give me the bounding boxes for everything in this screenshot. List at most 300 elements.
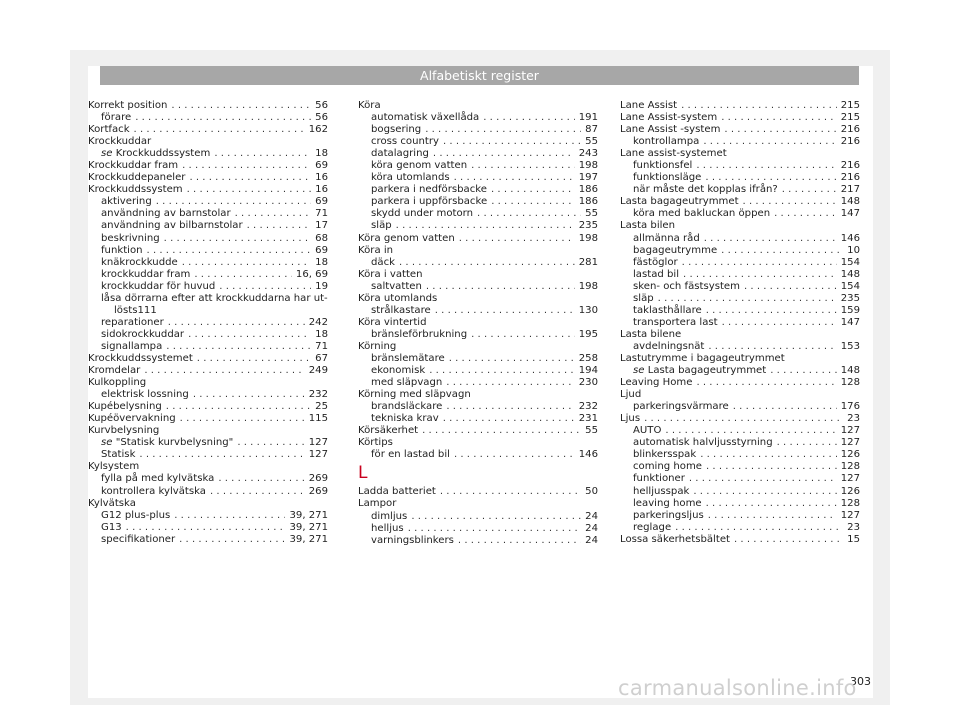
index-heading: Kylvätska	[88, 497, 136, 509]
index-entry-page: 126	[840, 449, 860, 461]
index-entry-text: sidokrockkuddar	[101, 328, 185, 340]
page-number: 303	[850, 675, 871, 688]
index-entry-text: användning av barnstolar	[101, 208, 231, 220]
index-entry-text: G12 plus-plus	[101, 509, 171, 521]
index-entry-text: automatisk växellåda	[371, 112, 480, 124]
index-column-2	[358, 100, 598, 547]
index-entry-page: 71	[315, 208, 328, 220]
index-entry-text: se "Statisk kurvbelysning"	[101, 437, 234, 449]
index-entry-page: 235	[578, 220, 598, 232]
index-entry-page: 69	[315, 160, 328, 172]
index-entry	[620, 473, 860, 485]
index-heading: Lane assist-systemet	[620, 148, 727, 160]
index-entry-page: 115	[308, 413, 328, 425]
index-entry-page: 215	[840, 100, 860, 111]
index-entry-page: 39, 271	[289, 521, 328, 533]
index-entry-page: 127	[840, 425, 860, 437]
index-column-3	[620, 100, 860, 546]
index-entry-text: Lossa säkerhetsbältet	[620, 533, 730, 545]
dot-leader	[189, 172, 311, 184]
index-entry-text: krockkuddar för huvud	[101, 280, 216, 292]
index-entry	[88, 112, 328, 124]
index-entry-text: Körsäkerhet	[358, 425, 419, 437]
index-heading: Lasta bilene	[620, 328, 682, 340]
index-heading: Köra in	[358, 244, 394, 256]
index-entry-text: fästöglor	[633, 256, 678, 268]
index-entry-text: krockkuddar fram	[101, 268, 191, 280]
index-entry	[620, 425, 860, 437]
index-entry	[88, 449, 328, 461]
dot-leader	[425, 124, 581, 136]
index-entry	[358, 401, 598, 413]
index-entry-page: 216	[840, 124, 860, 136]
index-entry	[88, 184, 328, 196]
index-entry	[358, 257, 598, 269]
dot-leader	[491, 196, 575, 208]
dot-leader	[188, 329, 311, 341]
dot-leader	[471, 160, 575, 172]
index-entry-text: funktion	[101, 244, 143, 256]
index-entry-page: 216	[840, 160, 860, 172]
index-entry-page: 231	[578, 413, 598, 425]
index-entry	[88, 401, 328, 413]
dot-leader	[696, 160, 836, 172]
dot-leader	[247, 220, 312, 232]
index-entry	[358, 233, 598, 245]
index-entry-text: specifikationer	[101, 533, 176, 545]
index-entry-page: 17	[315, 220, 328, 232]
index-entry-text: saltvatten	[371, 280, 422, 292]
index-entry-page: 130	[578, 304, 598, 316]
index-entry-page: 24	[585, 522, 598, 534]
index-entry-text: skydd under motorn	[371, 208, 474, 220]
index-entry-text: ekonomisk	[371, 365, 426, 377]
index-entry-page: 111	[137, 304, 157, 316]
dot-leader	[164, 233, 311, 245]
index-entry-text: brandsläckare	[371, 401, 443, 413]
index-entry-page: 147	[840, 208, 860, 220]
index-entry-text: beskrivning	[101, 232, 160, 244]
index-entry-text: fylla på med kylvätska	[101, 473, 215, 485]
index-entry-page: 55	[585, 208, 598, 220]
dot-leader	[491, 184, 575, 196]
index-heading: Körning med släpvagn	[358, 389, 471, 401]
index-heading: Körtips	[358, 437, 393, 449]
index-entry-text: dimljus	[371, 510, 408, 522]
index-entry-text: parkeringsljus	[633, 509, 704, 521]
dot-leader	[782, 184, 837, 196]
index-entry-text: elektrisk lossning	[101, 389, 189, 401]
index-entry-text: knäkrockkudde	[101, 256, 178, 268]
index-entry-page: 186	[578, 196, 598, 208]
dot-leader	[180, 413, 305, 425]
index-entry-text: varningsblinkers	[371, 534, 454, 546]
dot-leader	[721, 245, 843, 257]
index-entry-page: 258	[578, 352, 598, 364]
index-entry-page: 186	[578, 184, 598, 196]
dot-leader	[644, 413, 843, 425]
index-entry	[620, 365, 860, 377]
index-entry-text: lastad bil	[633, 268, 680, 280]
index-entry	[358, 172, 598, 184]
index-entry	[358, 281, 598, 293]
index-entry-page: 128	[840, 461, 860, 473]
index-entry	[358, 220, 598, 232]
dot-leader	[144, 365, 304, 377]
index-entry-text: Krockkuddepaneler	[88, 172, 186, 184]
index-entry	[358, 353, 598, 365]
index-entry	[620, 377, 860, 389]
index-entry	[88, 522, 328, 534]
dot-leader	[733, 401, 837, 413]
dot-leader	[171, 100, 311, 112]
dot-leader	[396, 220, 575, 232]
dot-leader	[443, 413, 575, 425]
index-entry-page: 230	[578, 377, 598, 389]
index-entry-text: Krockkuddssystem	[88, 184, 183, 196]
index-entry	[620, 437, 860, 449]
index-entry-text: strålkastare	[371, 304, 431, 316]
index-entry-text: helljusspak	[633, 485, 690, 497]
index-entry-text: släp	[371, 220, 392, 232]
index-entry-page: 216	[840, 172, 860, 184]
index-entry	[620, 208, 860, 220]
index-entry	[620, 510, 860, 522]
index-heading: Kylsystem	[88, 461, 140, 473]
index-entry-text: AUTO	[633, 425, 662, 437]
index-heading: Lastutrymme i bagageutrymmet	[620, 352, 785, 364]
dot-leader	[446, 377, 574, 389]
index-entry-page: 162	[308, 124, 328, 136]
index-entry-page: 69	[315, 244, 328, 256]
index-entry	[358, 535, 598, 547]
index-entry-page: 16	[315, 184, 328, 196]
dot-leader	[722, 317, 837, 329]
dot-leader	[700, 449, 837, 461]
index-entry-text: leaving home	[633, 497, 702, 509]
index-entry	[88, 257, 328, 269]
index-entry	[88, 220, 328, 232]
index-entry-page: 154	[840, 256, 860, 268]
index-entry-text: taklasthållare	[633, 304, 702, 316]
index-entry	[88, 148, 328, 160]
index-entry	[88, 510, 328, 522]
index-heading: Köra i vatten	[358, 268, 423, 280]
dot-leader	[689, 473, 837, 485]
index-entry-page: 269	[308, 473, 328, 485]
index-entry	[358, 523, 598, 535]
dot-leader	[454, 172, 575, 184]
index-entry	[88, 100, 328, 112]
index-entry-page: 69	[315, 196, 328, 208]
index-entry-text: Kupébelysning	[88, 401, 162, 413]
index-entry-text: se Krockkuddssystem	[101, 148, 211, 160]
index-entry	[620, 498, 860, 510]
dot-leader	[440, 486, 581, 498]
index-entry-text: parkera i nedförsbacke	[371, 184, 487, 196]
dot-leader	[237, 437, 304, 449]
index-entry-text: helljus	[371, 522, 404, 534]
index-entry-page: 68	[315, 232, 328, 244]
index-entry	[620, 136, 860, 148]
dot-leader	[179, 534, 285, 546]
index-entry-page: 232	[308, 389, 328, 401]
index-entry-page: 128	[840, 377, 860, 389]
index-entry	[620, 461, 860, 473]
index-heading: Ljud	[620, 389, 642, 401]
index-entry-page: 18	[315, 328, 328, 340]
index-entry-page: 126	[840, 485, 860, 497]
index-entry	[620, 257, 860, 269]
index-entry	[358, 377, 598, 389]
dot-leader	[704, 233, 837, 245]
index-entry	[620, 293, 860, 305]
index-heading: Kulkoppling	[88, 377, 147, 389]
dot-leader	[693, 486, 836, 498]
index-entry-page: 216	[840, 136, 860, 148]
dot-leader	[139, 449, 304, 461]
index-entry-text: cross country	[371, 136, 439, 148]
index-entry-page: 127	[840, 437, 860, 449]
index-heading: Krockkuddar	[88, 136, 152, 148]
index-entry-text: signallampa	[101, 340, 163, 352]
index-entry-text: Kupéövervakning	[88, 413, 176, 425]
index-entry-text: Ladda batteriet	[358, 486, 436, 498]
index-entry-text: bogsering	[371, 124, 422, 136]
index-entry-page: 127	[308, 437, 328, 449]
index-entry-page: 269	[308, 485, 328, 497]
dot-leader	[399, 257, 575, 269]
index-entry-page: 24	[585, 510, 598, 522]
index-entry	[88, 208, 328, 220]
index-entry	[620, 449, 860, 461]
index-entry-page: 23	[847, 413, 860, 425]
index-entry-text: för en lastad bil	[371, 449, 450, 461]
dot-leader	[193, 389, 305, 401]
index-entry-text: automatisk halvljusstyrning	[633, 437, 773, 449]
dot-leader	[743, 196, 837, 208]
index-entry-text: funktionsfel	[633, 160, 693, 172]
index-entry	[358, 124, 598, 136]
index-entry	[358, 511, 598, 523]
index-entry-text: Kromdelar	[88, 365, 141, 377]
index-entry-text: förare	[101, 112, 132, 124]
index-entry-text: blinkersspak	[633, 449, 697, 461]
index-entry-page: 56	[315, 112, 328, 124]
index-entry-text: användning av bilbarnstolar	[101, 220, 243, 232]
dot-leader	[724, 124, 836, 136]
dot-leader	[721, 112, 837, 124]
index-entry-page: 18	[315, 256, 328, 268]
index-entry-page: 50	[585, 486, 598, 498]
index-entry-text: låsa dörrarna efter att krockkuddarna har ut-	[101, 292, 328, 304]
index-entry-text: funktioner	[633, 473, 685, 485]
dot-leader	[706, 305, 837, 317]
index-entry-page: 249	[308, 365, 328, 377]
index-entry	[620, 305, 860, 317]
index-entry-text: bränslemätare	[371, 352, 445, 364]
index-entry	[620, 317, 860, 329]
index-entry	[88, 124, 328, 136]
index-entry-page: 148	[840, 268, 860, 280]
index-entry-page: 232	[578, 401, 598, 413]
index-entry-text: sken- och fästsystem	[633, 280, 740, 292]
dot-leader	[194, 269, 292, 281]
dot-leader	[174, 510, 285, 522]
index-entry-text: reparationer	[101, 316, 164, 328]
index-entry-page: 10	[847, 244, 860, 256]
dot-leader	[426, 281, 575, 293]
index-entry-page: 281	[578, 256, 598, 268]
dot-leader	[483, 112, 574, 124]
dot-leader	[166, 341, 311, 353]
index-entry	[88, 365, 328, 377]
index-entry-text: tekniska krav	[371, 413, 439, 425]
dot-leader	[210, 486, 305, 498]
index-entry	[88, 329, 328, 341]
index-entry-text: Krockkuddssystemet	[88, 352, 193, 364]
index-entry	[620, 172, 860, 184]
index-entry	[620, 100, 860, 112]
index-entry-text: bagageutrymme	[633, 244, 718, 256]
index-heading: Köra utomlands	[358, 292, 438, 304]
index-entry-page: 148	[840, 365, 860, 377]
page-header: Alfabetiskt register	[100, 66, 859, 85]
index-entry	[88, 172, 328, 184]
index-heading: Köra	[358, 100, 381, 111]
index-entry	[620, 486, 860, 498]
index-entry	[620, 534, 860, 546]
dot-leader	[770, 365, 836, 377]
index-entry	[358, 208, 598, 220]
dot-leader	[734, 534, 843, 546]
index-entry-page: 56	[315, 100, 328, 111]
dot-leader	[703, 136, 836, 148]
index-entry-text: Leaving Home	[620, 377, 693, 389]
index-entry-text: avdelningsnät	[633, 340, 705, 352]
index-entry-text: coming home	[633, 461, 702, 473]
dot-leader	[214, 148, 311, 160]
dot-leader	[459, 233, 575, 245]
dot-leader	[135, 112, 311, 124]
index-heading: Köra vintertid	[358, 316, 427, 328]
index-heading: Kurvbelysning	[88, 425, 160, 437]
index-entry	[358, 425, 598, 437]
index-entry	[88, 269, 328, 281]
index-entry	[358, 413, 598, 425]
index-entry-page: 16	[315, 172, 328, 184]
index-section-letter: L	[358, 463, 368, 484]
index-entry	[620, 184, 860, 196]
index-entry-page: 194	[578, 365, 598, 377]
index-entry-page: 198	[578, 232, 598, 244]
index-entry	[358, 136, 598, 148]
index-entry-page: 87	[585, 124, 598, 136]
dot-leader	[477, 208, 581, 220]
index-entry	[88, 534, 328, 546]
index-entry-text: Kortfack	[88, 124, 130, 136]
index-entry-text: G13	[101, 521, 122, 533]
index-entry-page: 146	[578, 449, 598, 461]
index-entry-page: 15	[847, 533, 860, 545]
dot-leader	[706, 461, 837, 473]
index-entry	[620, 233, 860, 245]
dot-leader	[429, 365, 575, 377]
index-entry	[358, 449, 598, 461]
index-entry-text: kontrollera kylvätska	[101, 485, 206, 497]
index-entry-text: allmänna råd	[633, 232, 700, 244]
index-entry	[88, 293, 328, 317]
dot-leader	[681, 100, 837, 112]
index-entry-page: 217	[840, 184, 860, 196]
index-entry	[88, 486, 328, 498]
index-entry-page: 243	[578, 148, 598, 160]
index-entry-page: 67	[315, 352, 328, 364]
dot-leader	[744, 281, 837, 293]
dot-leader	[454, 449, 575, 461]
index-entry-page: 39, 271	[289, 533, 328, 545]
dot-leader	[777, 437, 837, 449]
index-entry-page: 159	[840, 304, 860, 316]
index-entry-page: 197	[578, 172, 598, 184]
index-entry-text: Statisk	[101, 449, 136, 461]
index-entry-page: 215	[840, 112, 860, 124]
index-entry-page: 18	[315, 148, 328, 160]
dot-leader	[682, 257, 837, 269]
dot-leader	[218, 473, 304, 485]
index-entry-page: 127	[840, 509, 860, 521]
index-entry	[88, 245, 328, 257]
index-entry-page: 198	[578, 160, 598, 172]
index-entry-page: 242	[308, 316, 328, 328]
index-entry-page: 39, 271	[289, 509, 328, 521]
index-entry	[358, 148, 598, 160]
index-entry	[88, 160, 328, 172]
index-entry	[88, 341, 328, 353]
dot-leader	[449, 353, 575, 365]
dot-leader	[168, 317, 305, 329]
index-entry-text: transportera last	[633, 316, 718, 328]
index-entry-text: reglage	[633, 521, 672, 533]
index-entry-text: köra utomlands	[371, 172, 450, 184]
index-entry-page: 176	[840, 401, 860, 413]
index-entry-page: 128	[840, 497, 860, 509]
index-entry-page: 195	[578, 328, 598, 340]
index-entry	[620, 341, 860, 353]
index-entry-page: 71	[315, 340, 328, 352]
dot-leader	[166, 401, 311, 413]
index-entry	[358, 305, 598, 317]
index-entry-page: 147	[840, 316, 860, 328]
dot-leader	[126, 522, 286, 534]
index-entry-page: 154	[840, 280, 860, 292]
index-entry-text: Krockkuddar fram	[88, 160, 179, 172]
dot-leader	[235, 208, 312, 220]
index-entry-text: parkeringsvärmare	[633, 401, 729, 413]
dot-leader	[443, 136, 581, 148]
dot-leader	[658, 293, 837, 305]
index-entry	[88, 281, 328, 293]
index-heading: Lasta bilen	[620, 220, 676, 232]
dot-leader	[435, 305, 575, 317]
index-entry	[620, 522, 860, 534]
index-entry	[620, 245, 860, 257]
watermark: carmanualsonline.info	[618, 676, 857, 700]
index-entry	[358, 486, 598, 498]
index-entry	[88, 317, 328, 329]
index-entry-text: Lane Assist	[620, 100, 678, 111]
index-entry-text: kontrollampa	[633, 136, 700, 148]
